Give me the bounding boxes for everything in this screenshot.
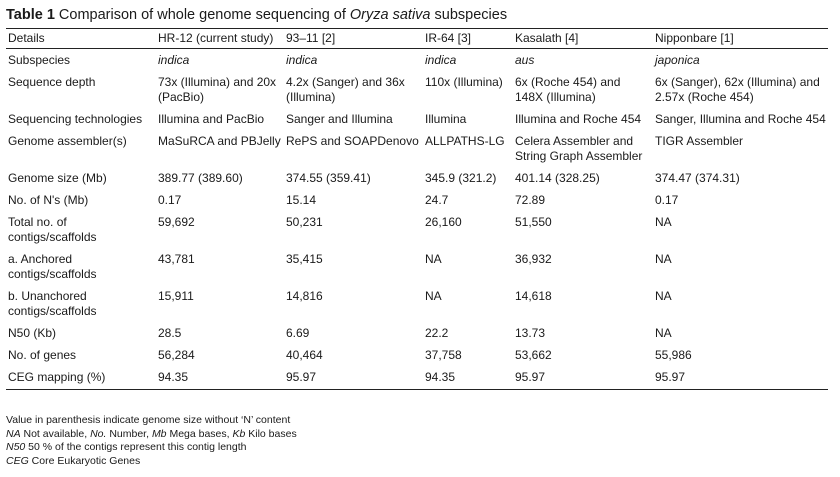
- table-cell: 35,415: [286, 252, 323, 266]
- table-cell: 95.97: [513, 367, 653, 390]
- column-header: Kasalath [4]: [513, 29, 653, 49]
- row-label: No. of genes: [8, 348, 77, 362]
- footnote-text: Number,: [106, 427, 152, 440]
- row-label: Genome size (Mb): [8, 171, 107, 185]
- table-cell: 22.2: [425, 326, 449, 340]
- table-cell: 13.73: [515, 326, 546, 340]
- table-cell: 401.14 (328.25): [515, 171, 600, 185]
- table-cell: 14,618: [515, 289, 552, 303]
- table-cell: 26,160: [425, 215, 462, 229]
- table-cell: 95.97: [284, 367, 423, 390]
- table-cell: ALLPATHS-LG: [425, 134, 505, 148]
- table-row: [6, 168, 828, 190]
- table-cell: indica: [425, 53, 457, 67]
- table-cell: 53,662: [515, 348, 552, 362]
- footnote-line: [6, 455, 297, 469]
- column-header: Details: [6, 29, 156, 49]
- table-cell: 50,231: [286, 215, 323, 229]
- table-row: [6, 345, 828, 367]
- row-label: No. of N's (Mb): [8, 193, 89, 207]
- row-label: Sequence depth: [8, 75, 96, 89]
- table-cell: NA: [655, 326, 672, 340]
- table-cell: 37,758: [425, 348, 462, 362]
- table-cell: 36,932: [515, 252, 552, 266]
- table-row: [6, 249, 828, 286]
- table-cell: 56,284: [158, 348, 195, 362]
- table-cell: NA: [425, 252, 442, 266]
- title-species: Oryza sativa: [349, 7, 431, 23]
- footnote-line: [6, 428, 297, 442]
- table-cell: 0.17: [655, 193, 679, 207]
- table-cell: indica: [286, 53, 318, 67]
- footnote-text: Kilo bases: [245, 427, 297, 440]
- table-cell: NA: [655, 252, 672, 266]
- column-header: Nipponbare [1]: [653, 29, 828, 49]
- table-cell: Illumina and Roche 454: [515, 112, 642, 126]
- table-cell: 94.35: [156, 367, 284, 390]
- table-row: [6, 49, 828, 73]
- footnote-text: Core Eukaryotic Genes: [28, 454, 141, 467]
- table-cell: 374.55 (359.41): [286, 171, 371, 185]
- table-cell: 94.35: [423, 367, 513, 390]
- table-cell: 6.69: [286, 326, 310, 340]
- footnote-abbreviation: N50: [6, 441, 26, 453]
- table-cell: 72.89: [515, 193, 546, 207]
- footnote-text: 50 % of the contigs represent this contig length: [25, 441, 247, 453]
- row-label: Sequencing technologies: [8, 112, 143, 126]
- column-header: 93–11 [2]: [284, 29, 423, 49]
- table-cell: 28.5: [158, 326, 182, 340]
- table-header-row: [6, 29, 828, 49]
- table-row: [6, 367, 828, 390]
- table-row: [6, 131, 828, 168]
- table-cell: 15.14: [286, 193, 317, 207]
- table-cell: 4.2x (Sanger) and 36x (Illumina): [286, 75, 405, 104]
- table-cell: 51,550: [515, 215, 552, 229]
- footnote-abbreviation: Mb: [151, 427, 167, 440]
- table-cell: 15,911: [158, 289, 194, 303]
- table-title: [6, 6, 507, 24]
- table-label: Table 1: [6, 7, 55, 23]
- table-cell: MaSuRCA and PBJelly: [158, 134, 281, 148]
- table-cell: aus: [515, 53, 535, 67]
- table-cell: 345.9 (321.2): [425, 171, 497, 185]
- column-header: IR-64 [3]: [423, 29, 513, 49]
- table-footnotes: [6, 414, 297, 468]
- row-label: N50 (Kb): [8, 326, 57, 340]
- comparison-table: [6, 28, 828, 390]
- table-cell: 73x (Illumina) and 20x (PacBio): [158, 75, 277, 104]
- row-label: a. Anchored contigs/scaffolds: [8, 252, 97, 281]
- table-cell: RePS and SOAPDenovo: [286, 134, 419, 148]
- footnote-abbreviation: No.: [90, 427, 107, 440]
- table-cell: japonica: [655, 53, 700, 67]
- table-cell: NA: [655, 289, 672, 303]
- table-body: [6, 49, 828, 390]
- table-cell: Illumina and PacBio: [158, 112, 265, 126]
- footnote-abbreviation: CEG: [6, 454, 29, 467]
- footnote-abbreviation: NA: [6, 427, 21, 440]
- table-cell: Celera Assembler and String Graph Assembler: [515, 134, 643, 163]
- table-cell: 0.17: [158, 193, 182, 207]
- footnote-line: [6, 441, 297, 455]
- table-cell: 389.77 (389.60): [158, 171, 243, 185]
- table-cell: 55,986: [655, 348, 692, 362]
- table-cell: 374.47 (374.31): [655, 171, 740, 185]
- table-cell: 110x (Illumina): [425, 75, 503, 89]
- table-cell: NA: [655, 215, 672, 229]
- footnote-text: Mega bases,: [166, 427, 233, 440]
- column-header: HR-12 (current study): [156, 29, 284, 49]
- table-cell: Illumina: [425, 112, 467, 126]
- table-cell: 43,781: [158, 252, 195, 266]
- table-cell: Sanger, Illumina and Roche 454: [655, 112, 826, 126]
- table-cell: 6x (Sanger), 62x (Illumina) and 2.57x (Roche 454): [655, 75, 820, 104]
- table-cell: 95.97: [653, 367, 828, 390]
- table-row: [6, 72, 828, 109]
- title-text-before: Comparison of whole genome sequencing of: [54, 7, 350, 23]
- table-row: [6, 212, 828, 249]
- row-label: Genome assembler(s): [8, 134, 127, 148]
- table-cell: 24.7: [425, 193, 449, 207]
- table-row: [6, 286, 828, 323]
- table-cell: NA: [425, 289, 442, 303]
- row-label: Subspecies: [8, 53, 71, 67]
- table-cell: indica: [158, 53, 190, 67]
- table-cell: 14,816: [286, 289, 323, 303]
- footnote-text: Not available,: [20, 427, 91, 440]
- table-cell: TIGR Assembler: [655, 134, 744, 148]
- table-cell: 40,464: [286, 348, 323, 362]
- table-cell: 59,692: [158, 215, 195, 229]
- table-cell: 6x (Roche 454) and 148X (Illumina): [515, 75, 621, 104]
- row-label: Total no. of contigs/scaffolds: [8, 215, 97, 244]
- footnote-abbreviation: Kb: [232, 427, 246, 440]
- footnote-text: Value in parenthesis indicate genome size without ‘N’ content: [6, 414, 291, 426]
- table-row: [6, 190, 828, 212]
- table-row: [6, 323, 828, 345]
- table-cell: Sanger and Illumina: [286, 112, 393, 126]
- table-row: [6, 109, 828, 131]
- title-text-after: subspecies: [430, 7, 508, 23]
- footnote-line: [6, 414, 297, 428]
- row-label: CEG mapping (%): [6, 367, 156, 390]
- row-label: b. Unanchored contigs/scaffolds: [8, 289, 97, 318]
